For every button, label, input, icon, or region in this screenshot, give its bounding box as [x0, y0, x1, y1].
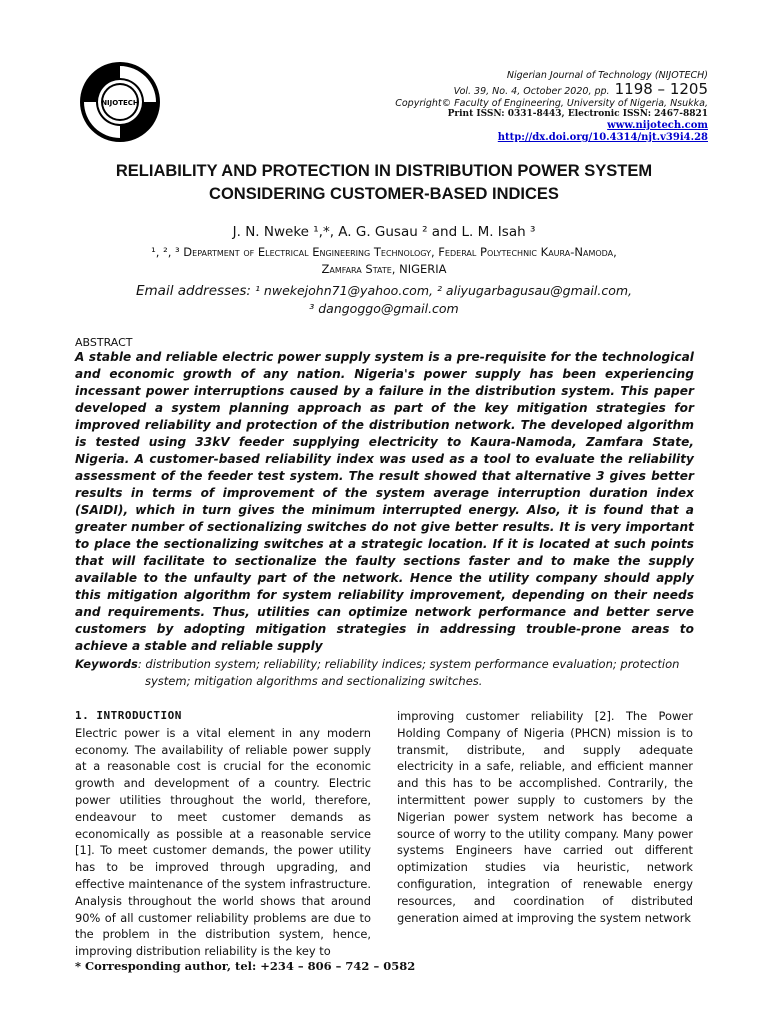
page-range: 1198 – 1205 [614, 80, 708, 98]
emails-label: Email addresses: [135, 283, 251, 299]
keywords-label: Keywords [75, 657, 138, 671]
section-heading: 1. INTRODUCTION [75, 709, 182, 722]
doi-link[interactable]: http://dx.doi.org/10.4314/njt.v39i4.28 [497, 132, 708, 143]
volume-info: Vol. 39, No. 4, October 2020, pp. [453, 86, 610, 97]
title-line-1: RELIABILITY AND PROTECTION IN DISTRIBUTION POWER SYSTEM [115, 162, 653, 180]
emails-row-1 [40, 282, 728, 300]
issn-line: Print ISSN: 0331-8443, Electronic ISSN: 2467-8821 [447, 109, 708, 119]
keywords [75, 656, 694, 690]
email-addresses [40, 282, 728, 318]
logo-text: NIJOTECH [101, 99, 139, 107]
emails-line-1: ¹ nwekejohn71@yahoo.com, ² aliyugarbagusau@gmail.com, [254, 283, 633, 298]
keywords-line-1: : distribution system; reliability; reliability indices; system performance evaluation; protection [137, 657, 680, 671]
intro-paragraph-right: improving customer reliability [2]. The Power Holding Company of Nigeria (PHCN) mission is to transmit, distribute, and supply adequate electricity in a safe, reliable, and efficient manner and this has to be accomplished. Contrarily, the intermittent power supply to customers by the Nigerian power system network has become a source of worry to the utility company. Many power systems Engineers have carried out different optimization studies via heuristic, network configuration, integration of renewable energy resources, and coordination of distributed generation aimed at improving the system network [397, 709, 693, 925]
emails-line-2: ³ dangoggo@gmail.com [309, 301, 459, 316]
volume-line [454, 80, 708, 98]
affiliation-line-2: Zamfara State, NIGERIA [321, 262, 447, 276]
abstract-text: A stable and reliable electric power supply system is a pre-requisite for the technological and economic growth of any nation. Nigeria's power supply has been experiencing incessant power interruptions caused by a failure in the distribution system. This paper developed a system planning approach as part of the key mitigation strategies for improved reliability and protection of the distribution network. The developed algorithm is tested using 33kV feeder supplying electricity to Kaura-Namoda, Zamfara State, Nigeria. A customer-based reliability index was used as a tool to evaluate the reliability assessment of the feeder test system. The result showed that alternative 3 gives better results in terms of improvement of the system average interruption duration index (SAIDI), which in turn gives the minimum interrupted energy. Also, it is found that a greater number of sectionalizing switches do not give better results. It is very important to place the sectionalizing switches at a strategic location. If it is located at such points that will facilitate to sectionalize the faulty sections faster and to make the supply available to the unfaulty part of the network. Hence the utility company should apply this mitigation algorithm for system reliability improvement, depending on their needs and requirements. Thus, utilities can optimize network performance and better serve customers by adopting mitigation strategies in addressing trouble-prone areas to achieve a stable and reliable supply [75, 350, 694, 653]
paper-title [40, 160, 728, 206]
affiliation-line-1: ¹, ², ³ Department of Electrical Engineering Technology, Federal Polytechnic Kaura-Namoda, [151, 245, 617, 259]
title-line-2: CONSIDERING CUSTOMER-BASED INDICES [209, 185, 559, 203]
nijotech-logo [78, 60, 162, 144]
authors: J. N. Nweke ¹,*, A. G. Gusau ² and L. M. Isah ³ [232, 224, 536, 240]
corresponding-author-footnote: * Corresponding author, tel: +234 – 806 – 742 – 0582 [75, 959, 416, 973]
intro-paragraph-left: Electric power is a vital element in any modern economy. The availability of reliable power supply at a reasonable cost is crucial for the economic growth and development of a country. Electric power utilities throughout the world, therefore, endeavour to meet customer demands as economically as possible at a reasonable service [1]. To meet customer demands, the power utility has to be improved through upgrading, and effective maintenance of the system infrastructure. Analysis throughout the world shows that around 90% of all customer reliability problems are due to the problem in the distribution system, hence, improving distribution reliability is the key to [75, 725, 371, 959]
keywords-line-2: system; mitigation algorithms and sectionalizing switches. [145, 674, 483, 688]
column-right [397, 708, 693, 926]
abstract-heading: ABSTRACT [75, 336, 133, 349]
affiliation [40, 244, 728, 278]
journal-name: Nigerian Journal of Technology (NIJOTECH) [506, 70, 708, 81]
website-link[interactable]: www.nijotech.com [607, 120, 708, 131]
copyright-line: Copyright© Faculty of Engineering, University of Nigeria, Nsukka, [395, 98, 708, 109]
column-left [75, 708, 371, 960]
